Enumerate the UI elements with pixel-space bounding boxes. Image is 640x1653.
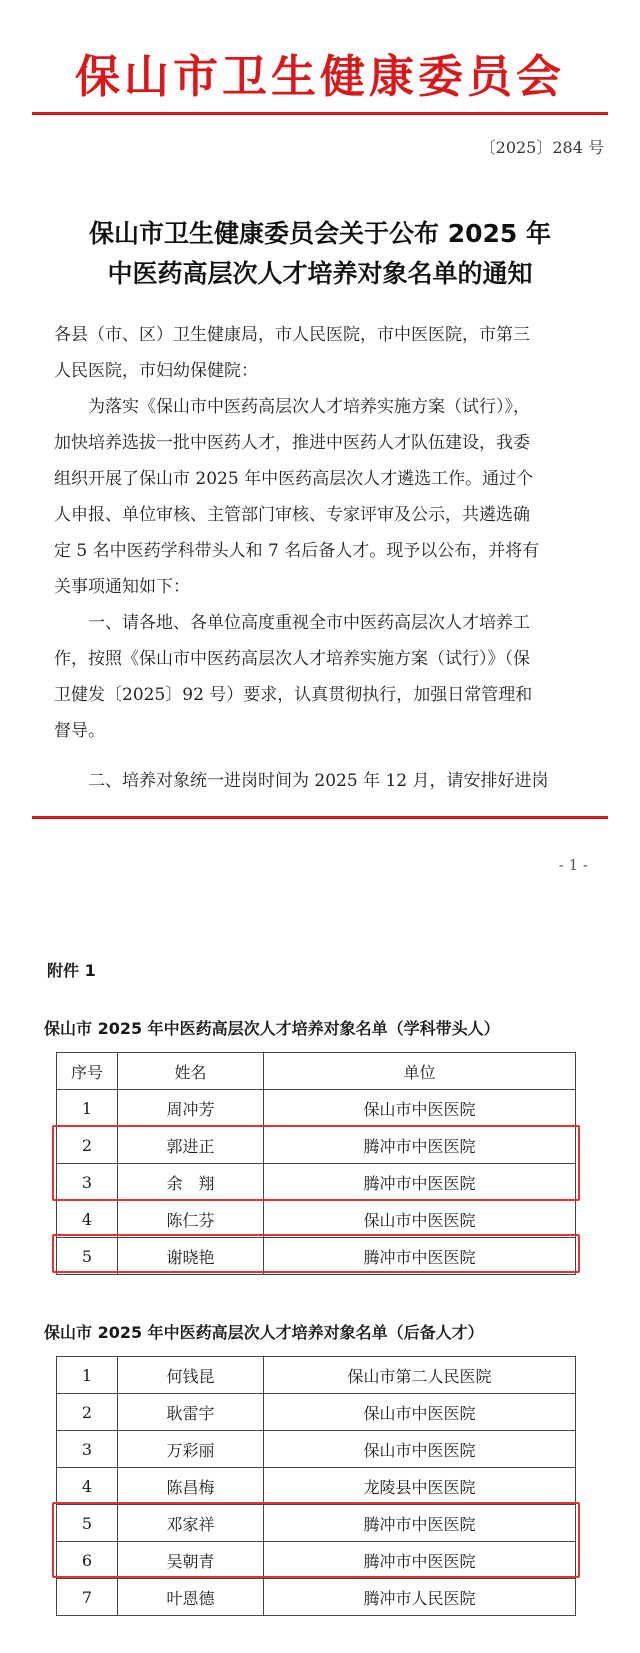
body-line: 一、请各地、各单位高度重视全市中医药高层次人才培养工 bbox=[54, 613, 530, 633]
cell-number: 4 bbox=[57, 1468, 118, 1505]
table-row bbox=[57, 1431, 576, 1468]
col-header-unit: 单位 bbox=[264, 1053, 576, 1090]
highlight-box bbox=[52, 1234, 580, 1273]
highlight-box bbox=[52, 1502, 580, 1578]
cell-number: 3 bbox=[57, 1164, 118, 1201]
col-header-number: 序号 bbox=[57, 1053, 118, 1090]
cell-name: 陈仁芬 bbox=[118, 1201, 264, 1238]
cell-number: 4 bbox=[57, 1201, 118, 1238]
body-line: 加快培养选拔一批中医药人才，推进中医药人才队伍建设，我委 bbox=[54, 433, 530, 453]
cell-unit: 腾冲市中医医院 bbox=[264, 1505, 576, 1542]
cell-number: 2 bbox=[57, 1127, 118, 1164]
cell-unit: 腾冲市人民医院 bbox=[264, 1579, 576, 1616]
red-divider-bottom bbox=[32, 816, 608, 819]
page-number: - 1 - bbox=[558, 856, 588, 874]
attachment-label: 附件 1 bbox=[47, 961, 96, 980]
cell-name: 郭进正 bbox=[118, 1127, 264, 1164]
cell-name: 陈昌梅 bbox=[118, 1468, 264, 1505]
cell-unit: 腾冲市中医医院 bbox=[264, 1238, 576, 1275]
red-divider-top bbox=[32, 112, 608, 115]
cell-unit: 保山市第二人民医院 bbox=[264, 1357, 576, 1394]
org-header: 保山市卫生健康委员会 bbox=[74, 50, 565, 103]
document-number: 〔2025〕284 号 bbox=[479, 138, 604, 157]
cell-number: 2 bbox=[57, 1394, 118, 1431]
cell-name: 周冲芳 bbox=[118, 1090, 264, 1127]
cell-number: 3 bbox=[57, 1431, 118, 1468]
table-row bbox=[57, 1468, 576, 1505]
body-line: 卫健发〔2025〕92 号）要求，认真贯彻执行，加强日常管理和 bbox=[54, 685, 533, 705]
body-line: 各县（市、区）卫生健康局，市人民医院，市中医医院，市第三 bbox=[54, 325, 530, 345]
cell-name: 吴朝青 bbox=[118, 1542, 264, 1579]
body-line: 人民医院，市妇幼保健院： bbox=[54, 361, 258, 381]
cell-number: 6 bbox=[57, 1542, 118, 1579]
body-line: 二、培养对象统一进岗时间为 2025 年 12 月，请安排好进岗 bbox=[54, 771, 549, 791]
col-header-name: 姓名 bbox=[118, 1053, 264, 1090]
body-line: 定 5 名中医药学科带头人和 7 名后备人才。现予以公布，并将有 bbox=[54, 541, 540, 561]
cell-number: 5 bbox=[57, 1505, 118, 1542]
body-line: 组织开展了保山市 2025 年中医药高层次人才遴选工作。通过个 bbox=[54, 469, 534, 489]
title-line-2: 中医药高层次人才培养对象名单的通知 bbox=[107, 259, 533, 288]
cell-name: 叶恩德 bbox=[118, 1579, 264, 1616]
cell-name: 谢晓艳 bbox=[118, 1238, 264, 1275]
cell-number: 5 bbox=[57, 1238, 118, 1275]
cell-name: 何钱昆 bbox=[118, 1357, 264, 1394]
table2-caption: 保山市 2025 年中医药高层次人才培养对象名单（后备人才） bbox=[44, 1323, 484, 1342]
cell-name: 耿雷宇 bbox=[118, 1394, 264, 1431]
cell-name: 余 翔 bbox=[118, 1164, 264, 1201]
cell-unit: 保山市中医医院 bbox=[264, 1201, 576, 1238]
cell-unit: 保山市中医医院 bbox=[264, 1090, 576, 1127]
table1-caption: 保山市 2025 年中医药高层次人才培养对象名单（学科带头人） bbox=[44, 1019, 500, 1038]
cell-number: 7 bbox=[57, 1579, 118, 1616]
table-row bbox=[57, 1090, 576, 1127]
cell-unit: 保山市中医医院 bbox=[264, 1394, 576, 1431]
cell-name: 邓家祥 bbox=[118, 1505, 264, 1542]
cell-name: 万彩丽 bbox=[118, 1431, 264, 1468]
table-row bbox=[57, 1357, 576, 1394]
table-header-row bbox=[57, 1053, 576, 1090]
cell-unit: 龙陵县中医医院 bbox=[264, 1468, 576, 1505]
cell-unit: 腾冲市中医医院 bbox=[264, 1127, 576, 1164]
highlight-box bbox=[52, 1125, 580, 1201]
table-row bbox=[57, 1201, 576, 1238]
table-row bbox=[57, 1579, 576, 1616]
body-line: 关事项通知如下： bbox=[54, 577, 190, 597]
table-row bbox=[57, 1394, 576, 1431]
cell-unit: 腾冲市中医医院 bbox=[264, 1164, 576, 1201]
body-line: 人申报、单位审核、主管部门审核、专家评审及公示，共遴选确 bbox=[54, 505, 530, 525]
body-line: 督导。 bbox=[54, 721, 105, 741]
cell-number: 1 bbox=[57, 1090, 118, 1127]
cell-unit: 腾冲市中医医院 bbox=[264, 1542, 576, 1579]
cell-unit: 保山市中医医院 bbox=[264, 1431, 576, 1468]
body-line: 为落实《保山市中医药高层次人才培养实施方案（试行）》， bbox=[54, 397, 530, 417]
title-line-1: 保山市卫生健康委员会关于公布 2025 年 bbox=[89, 219, 551, 248]
cell-number: 1 bbox=[57, 1357, 118, 1394]
body-line: 作，按照《保山市中医药高层次人才培养实施方案（试行）》（保 bbox=[54, 649, 530, 669]
